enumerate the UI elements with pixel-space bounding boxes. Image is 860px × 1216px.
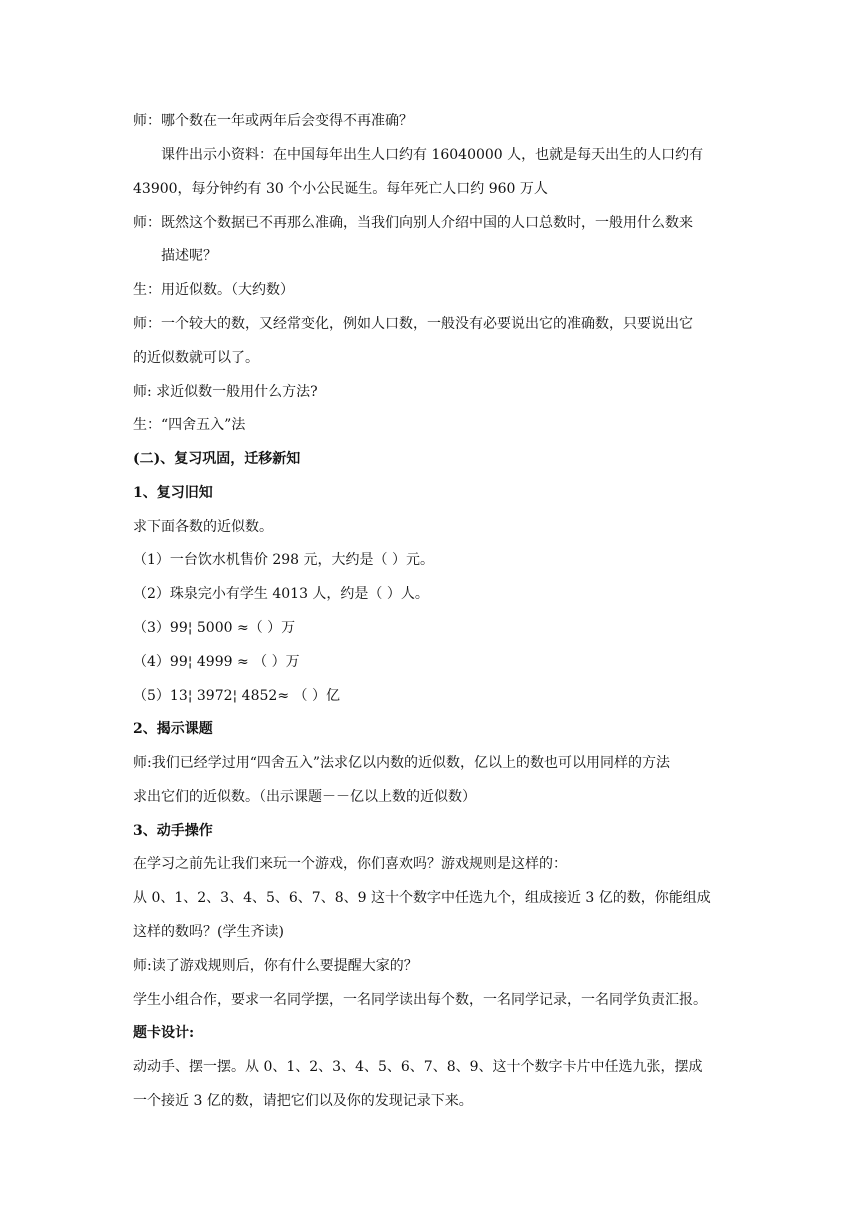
- text-line: 生：“四舍五入”法: [133, 417, 246, 433]
- text-line: 动动手、摆一摆。从 0、1、2、3、4、5、6、7、8、9、这十个数字卡片中任选九张，摆成: [133, 1059, 703, 1075]
- exercise-item: （1）一台饮水机售价 298 元，大约是（ ）元。: [133, 552, 434, 568]
- subsection-heading: 3、动手操作: [133, 823, 213, 839]
- text-line: 师：一个较大的数，又经常变化，例如人口数，一般没有必要说出它的准确数，只要说出它: [133, 316, 693, 332]
- text-line: 学生小组合作，要求一名同学摆，一名同学读出每个数，一名同学记录，一名同学负责汇报。: [133, 992, 707, 1008]
- text-line: 求出它们的近似数。（出示课题－－亿以上数的近似数）: [133, 789, 476, 805]
- subsection-heading: 1、复习旧知: [133, 485, 213, 501]
- text-line: 的近似数就可以了。: [133, 350, 259, 366]
- text-line: 师：既然这个数据已不再那么准确，当我们向别人介绍中国的人口总数时，一般用什么数来: [133, 215, 693, 231]
- exercise-item: （4）99¦ 4999 ≈ （ ）万: [133, 654, 300, 670]
- text-line: 师：哪个数在一年或两年后会变得不再准确？: [133, 113, 413, 129]
- text-line: 一个接近 3 亿的数，请把它们以及你的发现记录下来。: [133, 1093, 473, 1109]
- text-line: 师:读了游戏规则后，你有什么要提醒大家的？: [133, 958, 418, 974]
- text-line: 从 0、1、2、3、4、5、6、7、8、9 这十个数字中任选九个，组成接近 3 亿的数，你能组成: [133, 890, 711, 906]
- text-line: 师:我们已经学过用“四舍五入”法求亿以内数的近似数，亿以上的数也可以用同样的方法: [133, 755, 671, 771]
- text-line: 描述呢？: [161, 248, 217, 264]
- text-line: 在学习之前先让我们来玩一个游戏，你们喜欢吗？游戏规则是这样的：: [133, 856, 567, 872]
- exercise-item: （5）13¦ 3972¦ 4852≈ （ ）亿: [133, 688, 340, 704]
- text-line: 这样的数吗？(学生齐读): [133, 924, 284, 940]
- subsection-heading: 2、揭示课题: [133, 721, 213, 737]
- section-heading: (二)、复习巩固，迁移新知: [133, 451, 301, 467]
- text-line: 求下面各数的近似数。: [133, 519, 273, 535]
- text-line: 生：用近似数。（大约数）: [133, 282, 294, 298]
- text-line: 43900，每分钟约有 30 个小公民诞生。每年死亡人口约 960 万人: [133, 181, 548, 197]
- subsection-heading: 题卡设计:: [133, 1025, 195, 1041]
- exercise-item: （3）99¦ 5000 ≈（ ）万: [133, 620, 296, 636]
- exercise-item: （2）珠泉完小有学生 4013 人，约是（ ）人。: [133, 586, 429, 602]
- text-line: 师: 求近似数一般用什么方法?: [133, 384, 318, 400]
- text-line: 课件出示小资料：在中国每年出生人口约有 16040000 人，也就是每天出生的人口约有: [161, 147, 704, 163]
